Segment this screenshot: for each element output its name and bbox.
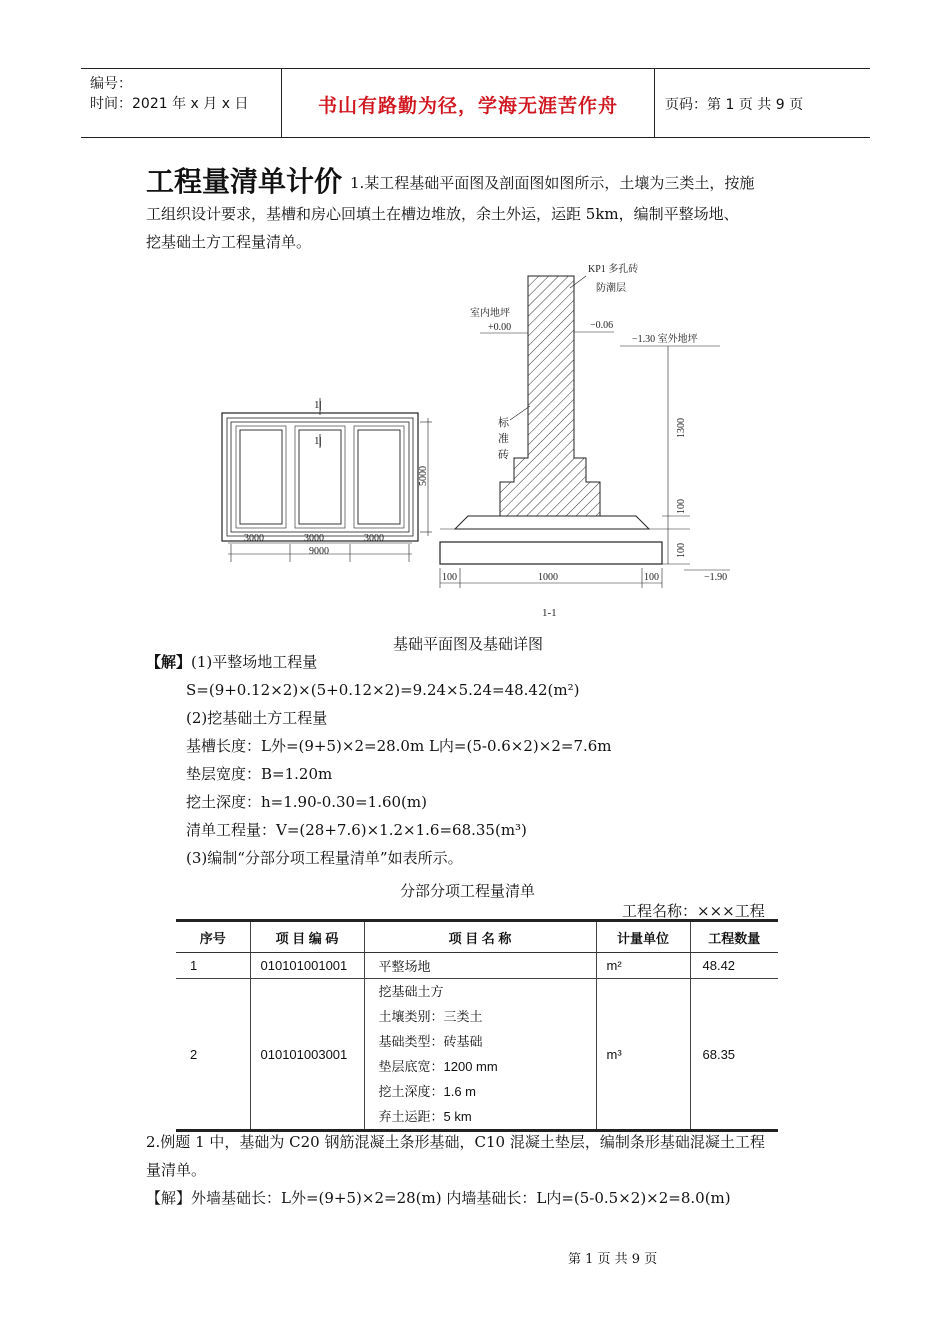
brick-label-3: 砖 (498, 449, 509, 461)
example-2-line-1: 2.例题 1 中，基础为 C20 钢筋混凝土条形基础，C10 混凝土垫层，编制条形基础混凝土工程 (146, 1133, 765, 1151)
th-code: 项 目 编 码 (250, 922, 364, 953)
solution-step-2: (2)挖基础土方工程量 (186, 709, 328, 727)
elev-minus-006: −0.06 (590, 320, 614, 331)
solution-length: 基槽长度：L外=(9+5)×2=28.0m L内=(5-0.6×2)×2=7.6m (186, 737, 612, 755)
page-title: 工程量清单计价 (146, 165, 343, 198)
intro-line-1: 1.某工程基础平面图及剖面图如图所示，土壤为三类土，按施 (350, 174, 755, 192)
dim-1300: 1300 (676, 418, 687, 438)
solution-depth: 挖土深度：h=1.90-0.30=1.60(m) (186, 793, 427, 811)
plan-dim-1: 3000 (244, 533, 264, 544)
indoor-label: 室内地坪 (470, 308, 510, 319)
solution-step-3: (3)编制“分部分项工程量清单”如表所示。 (186, 849, 463, 867)
solution-step-1: (1)平整场地工程量 (191, 653, 318, 671)
example-2-solution: 【解】外墙基础长：L外=(9+5)×2=28(m) 内墙基础长：L内=(5-0.5×2)×2=8.0(m) (146, 1189, 731, 1207)
solution-head: 【解】 (146, 653, 192, 671)
page-number: 页码：第 1 页 共 9 页 (665, 97, 804, 113)
th-unit: 计量单位 (596, 922, 690, 953)
dim-100-b: 100 (676, 543, 687, 558)
header-motto-cell (282, 69, 655, 137)
cell-no: 1 (176, 953, 250, 979)
item-type: 基础类型：砖基础 (378, 1034, 483, 1049)
section-label: 1-1 (542, 607, 557, 619)
brick-label-2: 准 (498, 433, 509, 445)
cell-code: 010101003001 (250, 979, 364, 1130)
solution-1 (146, 648, 612, 872)
cell-name: 平整场地 (364, 953, 596, 979)
motto: 书山有路勤为径，学海无涯苦作舟 (317, 95, 618, 117)
th-no: 序号 (176, 922, 250, 953)
item-distance: 弃土运距：5 km (378, 1109, 472, 1124)
page-footer: 第 1 页 共 9 页 (568, 1252, 658, 1267)
doc-number-label: 编号： (90, 76, 132, 92)
plan-dim-total: 9000 (309, 546, 329, 557)
intro-line-3: 挖基础土方工程量清单。 (146, 233, 312, 251)
plan-dim-3: 3000 (364, 533, 384, 544)
section-mark-inner: 1| (314, 435, 322, 447)
example-2 (146, 1128, 765, 1212)
th-name: 项 目 名 称 (364, 922, 596, 953)
header-page-cell (655, 69, 870, 137)
elev-zero: +0.00 (488, 322, 512, 333)
bottom-dim-right: 100 (644, 572, 659, 583)
quantities-table-wrapper (176, 919, 778, 1132)
cell-code: 010101001001 (250, 953, 364, 979)
example-2-line-2: 量清单。 (146, 1161, 207, 1179)
plan-view (222, 398, 432, 562)
cell-unit: m² (596, 953, 690, 979)
doc-time-label: 时间：2021 年 x 月 x 日 (90, 96, 249, 112)
cell-unit: m³ (596, 979, 690, 1130)
kp1-label: KP1 多孔砖 (588, 264, 639, 275)
damp-label: 防潮层 (596, 283, 626, 294)
table-project-name: 工程名称：×××工程 (622, 902, 765, 920)
figure-caption: 基础平面图及基础详图 (393, 635, 544, 653)
table-header-row (176, 922, 778, 953)
solution-width: 垫层宽度：B=1.20m (186, 765, 333, 783)
section-view (440, 262, 730, 619)
solution-volume: 清单工程量：V=(28+7.6)×1.2×1.6=68.35(m³) (186, 821, 527, 839)
item-width: 垫层底宽：1200 mm (378, 1059, 498, 1074)
intro-line-2: 工组织设计要求，基槽和房心回填土在槽边堆放，余土外运，运距 5km，编制平整场地、 (146, 205, 739, 223)
cell-no: 2 (176, 979, 250, 1130)
foundation-figure (200, 258, 760, 628)
cell-name-multiline (364, 979, 596, 1130)
header-meta-cell (81, 69, 282, 137)
table-row (176, 979, 778, 1130)
elev-minus-190: −1.90 (704, 572, 728, 583)
section-mark-top: 1| (314, 399, 322, 411)
dim-100-a: 100 (676, 499, 687, 514)
document-header (81, 68, 870, 138)
item-depth: 挖土深度：1.6 m (378, 1084, 477, 1099)
cell-qty: 68.35 (690, 979, 778, 1130)
brick-label-1: 标 (498, 417, 509, 429)
quantities-table (176, 922, 778, 1129)
item-soil: 土壤类别：三类土 (378, 1009, 483, 1024)
solution-formula-1: S=(9+0.12×2)×(5+0.12×2)=9.24×5.24=48.42(m²) (186, 681, 580, 699)
cell-qty: 48.42 (690, 953, 778, 979)
table-row (176, 953, 778, 979)
elev-outdoor: −1.30 室外地坪 (632, 334, 698, 345)
plan-dim-height: 5000 (418, 466, 429, 486)
item-name: 挖基础土方 (378, 984, 444, 999)
table-title: 分部分项工程量清单 (400, 882, 536, 900)
th-qty: 工程数量 (690, 922, 778, 953)
bottom-dim-left: 100 (442, 572, 457, 583)
plan-dim-2: 3000 (304, 533, 324, 544)
bottom-dim-mid: 1000 (538, 572, 558, 583)
